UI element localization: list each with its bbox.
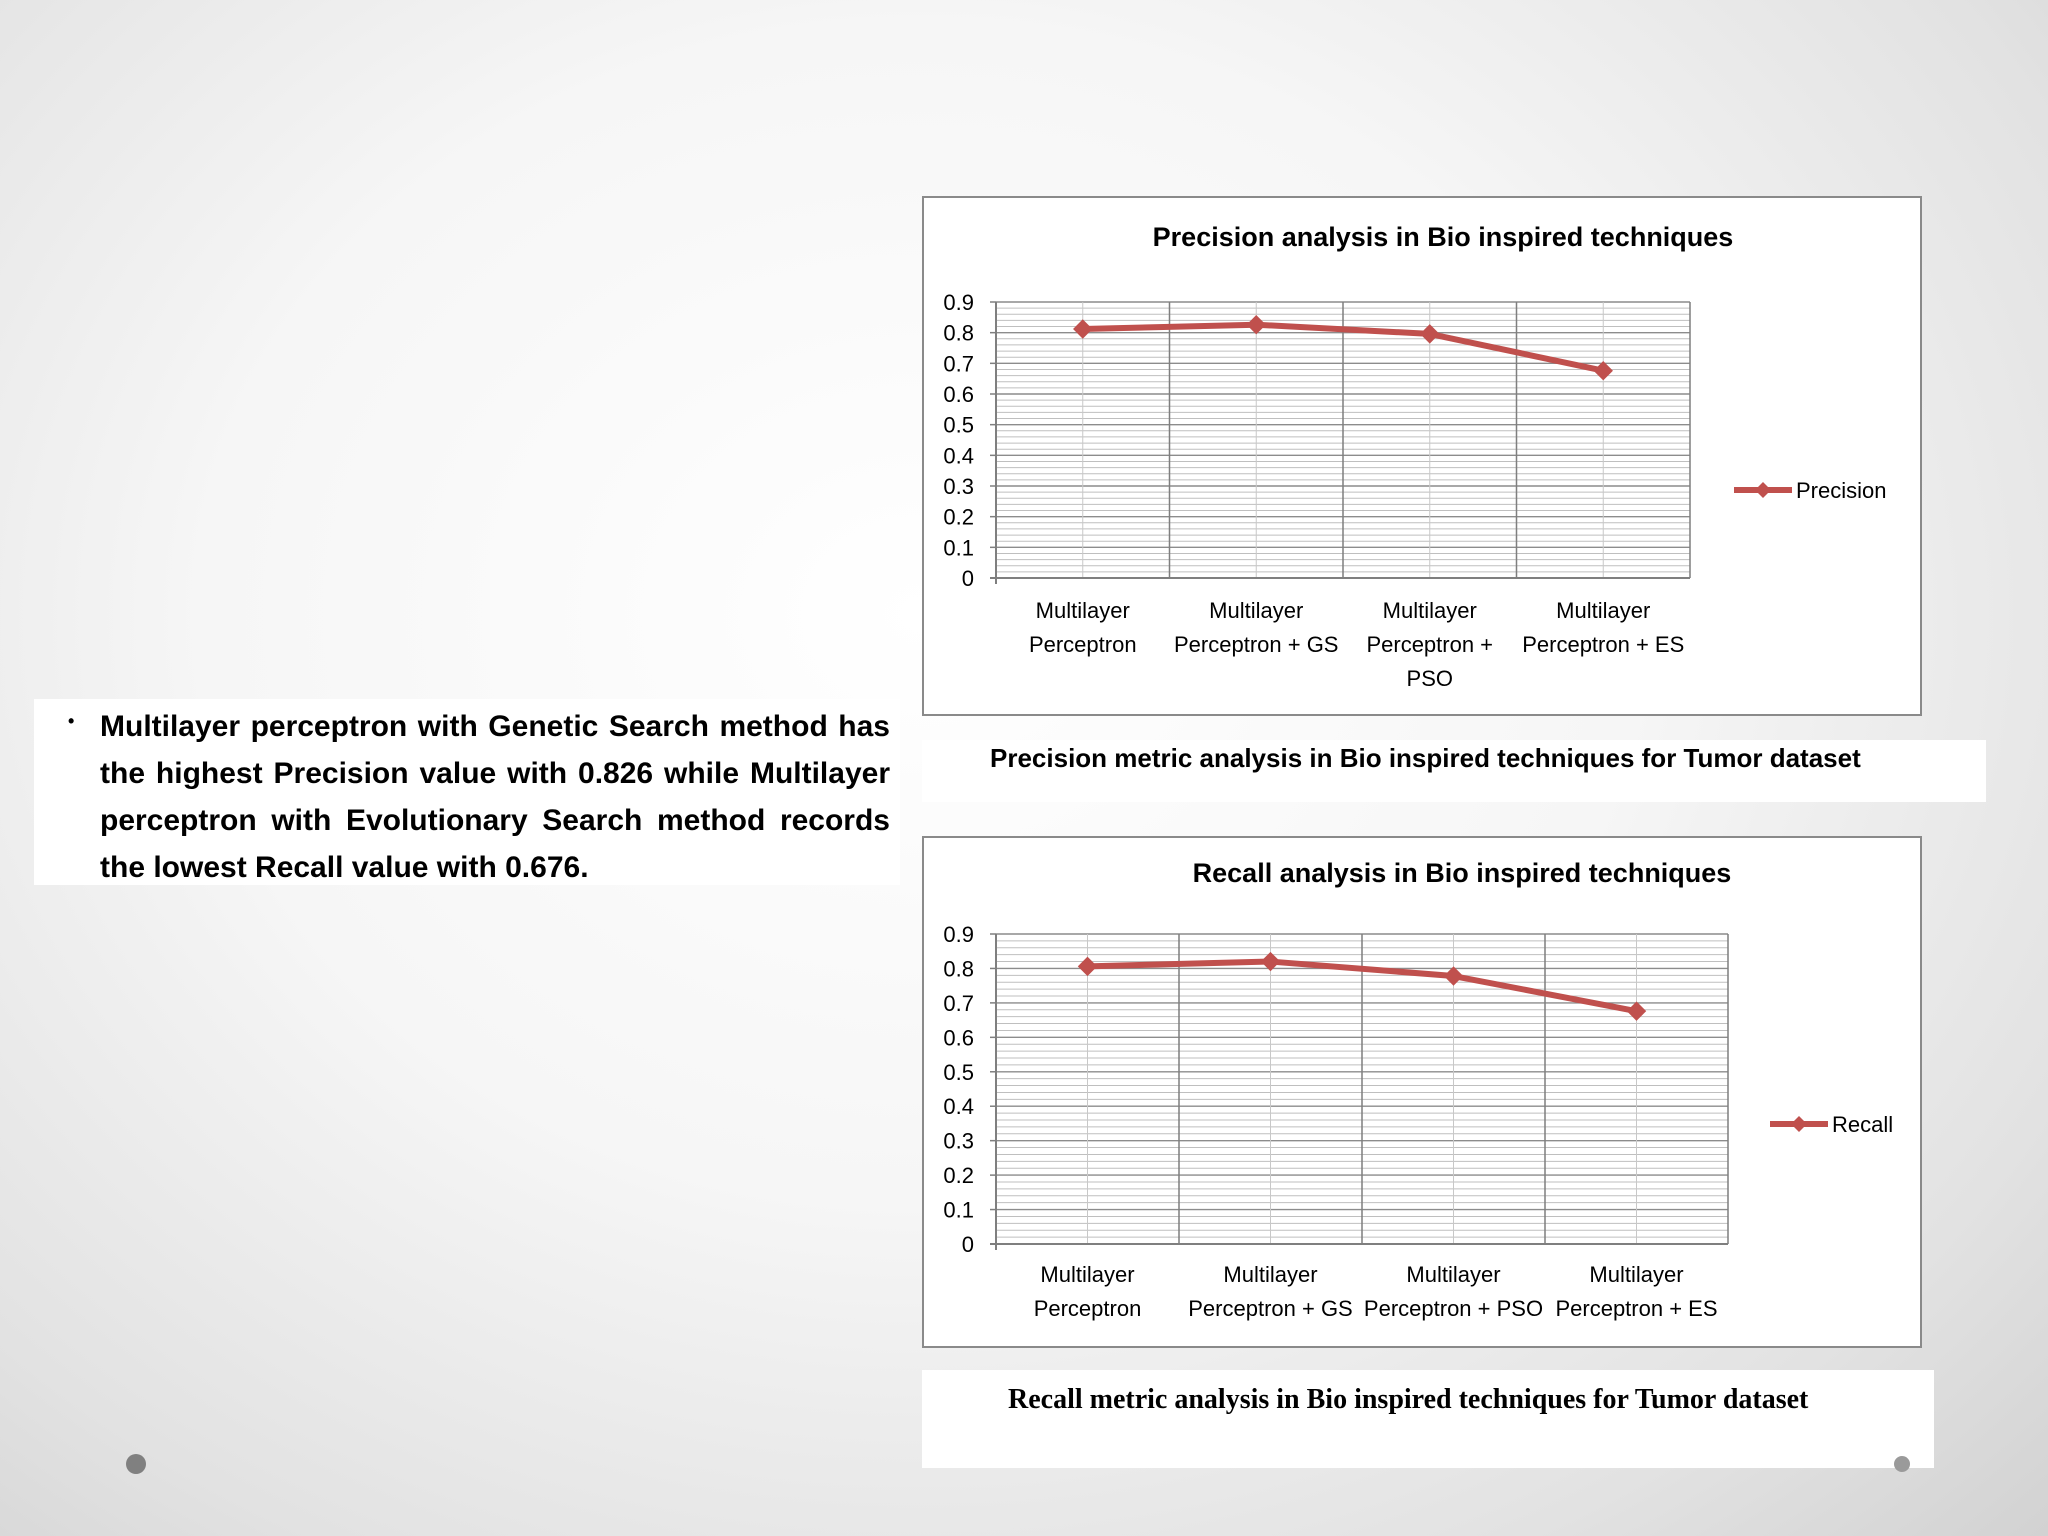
precision-y-tick-label: 0.8 [943, 320, 974, 346]
recall-y-tick-label: 0.1 [943, 1197, 974, 1223]
precision-y-tick-label: 0.4 [943, 443, 974, 469]
recall-y-tick-label: 0.6 [943, 1025, 974, 1051]
recall-chart-title: Recall analysis in Bio inspired techniques [1192, 858, 1732, 888]
precision-x-tick-label-line: Multilayer [1556, 598, 1651, 623]
precision-x-tick-label-line: Multilayer [1035, 598, 1130, 623]
precision-legend-label: Precision [1796, 478, 1887, 503]
precision-y-tick-label: 0.5 [943, 412, 974, 438]
precision-y-tick-label: 0.2 [943, 504, 974, 530]
recall-chart-svg [924, 838, 1920, 1346]
recall-x-tick-label-line: Perceptron + PSO [1363, 1296, 1544, 1321]
precision-x-tick-label-line: Multilayer [1209, 598, 1304, 623]
recall-y-tick-label: 0 [961, 1232, 974, 1257]
recall-x-tick-label-line: Perceptron + GS [1188, 1296, 1353, 1321]
recall-x-tick-label [1555, 1262, 1717, 1321]
recall-x-tick-label [1034, 1262, 1142, 1321]
precision-data-point [1421, 325, 1439, 343]
precision-chart-title: Precision analysis in Bio inspired techniques [1152, 222, 1734, 252]
bullet-text: Multilayer perceptron with Genetic Search method has the highest Precision value with 0.826 while Multilayer perceptron with Evolutionary Search method records the lowest Recall value with 0.676. [100, 710, 890, 884]
precision-x-tick-label [1174, 598, 1338, 657]
recall-y-tick-label: 0.3 [943, 1128, 974, 1154]
precision-y-tick-label: 0.6 [943, 382, 974, 407]
recall-y-tick-label: 0.4 [943, 1094, 974, 1120]
recall-x-tick-label-line: Multilayer [1040, 1262, 1135, 1287]
precision-y-tick-label: 0.7 [943, 351, 974, 377]
recall-x-tick-label-line: Multilayer [1406, 1262, 1501, 1287]
recall-x-tick-label-line: Perceptron + ES [1555, 1296, 1718, 1321]
recall-x-tick-label-line: Multilayer [1589, 1262, 1684, 1287]
precision-x-tick-label [1366, 598, 1493, 691]
recall-chart [922, 836, 1922, 1348]
precision-x-tick-label-line: Perceptron [1028, 632, 1137, 657]
precision-chart-svg [924, 198, 1920, 714]
slide-dot-left-icon [126, 1454, 146, 1474]
precision-x-tick-label-line: PSO [1406, 666, 1453, 691]
recall-y-tick-label: 0.9 [943, 922, 974, 947]
recall-x-tick-label-line: Perceptron [1033, 1296, 1142, 1321]
recall-x-tick-label [1364, 1262, 1543, 1321]
recall-legend-marker [1791, 1116, 1807, 1132]
precision-grid [996, 302, 1690, 578]
recall-x-tick-label-line: Multilayer [1223, 1262, 1318, 1287]
precision-data-point [1247, 316, 1265, 334]
recall-y-tick-label: 0.8 [943, 956, 974, 982]
precision-x-tick-label-line: Perceptron + [1366, 632, 1494, 657]
precision-y-tick-label: 0.9 [943, 290, 974, 315]
precision-legend-marker [1755, 482, 1771, 498]
recall-y-tick-label: 0.5 [943, 1059, 974, 1085]
recall-data-point [1628, 1002, 1646, 1020]
precision-x-tick-label-line: Perceptron + GS [1174, 632, 1339, 657]
recall-x-tick-label [1188, 1262, 1352, 1321]
recall-y-tick-label: 0.2 [943, 1163, 974, 1189]
precision-x-tick-label [1522, 598, 1684, 657]
bullet-text-block [34, 699, 900, 885]
precision-x-tick-label [1029, 598, 1137, 657]
slide-dot-right-icon [1894, 1456, 1910, 1472]
bullet-dot-icon: • [68, 711, 75, 731]
precision-y-tick-label: 0 [961, 566, 974, 591]
bullet-item [68, 699, 890, 891]
recall-data-point [1079, 957, 1097, 975]
recall-grid [996, 934, 1728, 1244]
precision-data-point [1074, 320, 1092, 338]
recall-y-tick-label: 0.7 [943, 990, 974, 1016]
recall-legend-label: Recall [1832, 1112, 1894, 1137]
precision-legend [1734, 478, 1886, 503]
precision-y-tick-label: 0.3 [943, 474, 974, 499]
precision-x-tick-label-line: Multilayer [1382, 598, 1477, 623]
precision-y-tick-label: 0.1 [943, 535, 974, 561]
precision-chart-caption: Precision metric analysis in Bio inspired techniques for Tumor dataset [922, 740, 1986, 802]
precision-chart [922, 196, 1922, 716]
recall-legend [1770, 1112, 1893, 1137]
precision-data-point [1594, 362, 1612, 380]
precision-x-tick-label-line: Perceptron + ES [1522, 632, 1685, 657]
recall-chart-caption: Recall metric analysis in Bio inspired techniques for Tumor dataset [922, 1370, 1934, 1468]
